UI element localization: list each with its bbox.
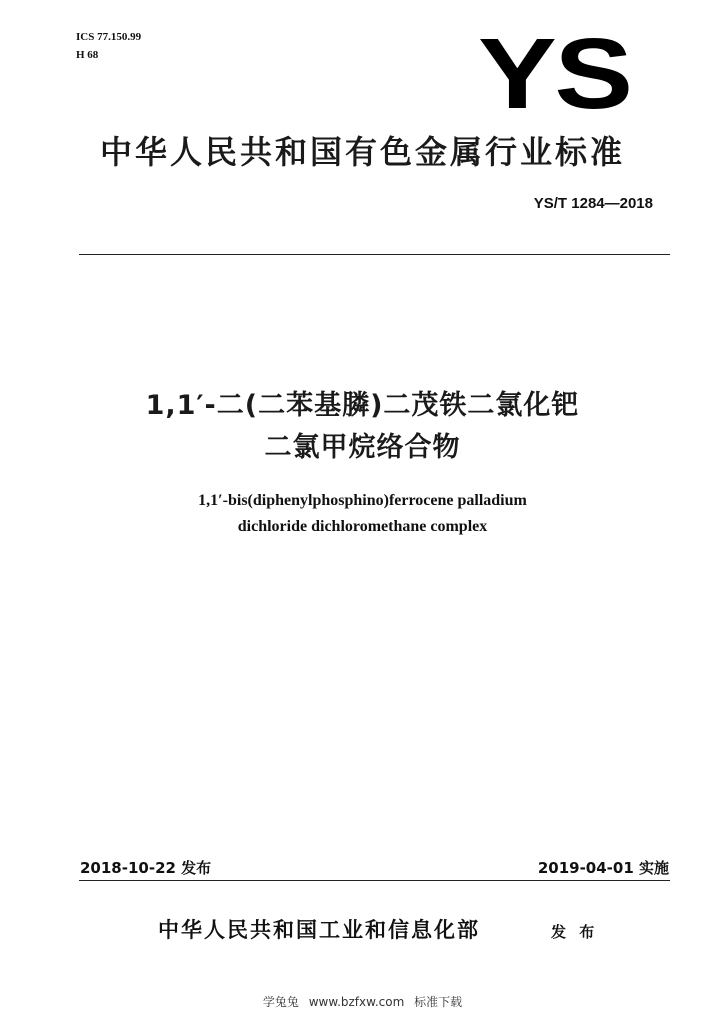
publish-date: 2018-10-22 发布 (80, 859, 212, 877)
document-title-en-line2: dichloride dichloromethane complex (237, 518, 488, 535)
header-divider (79, 254, 670, 255)
issue-label: 发 布 (551, 923, 599, 941)
ccs-code: H 68 (76, 49, 99, 61)
document-title-cn-line1: 1,1′-二(二苯基膦)二茂铁二氯化钯 (145, 390, 580, 421)
issuing-authority: 中华人民共和国工业和信息化部 (158, 918, 480, 942)
document-title-en-line1: 1,1′-bis(diphenylphosphino)ferrocene palladium (198, 492, 527, 509)
download-watermark: 学兔兔 www.bzfxw.com 标准下载 (262, 995, 463, 1009)
implement-date: 2019-04-01 实施 (537, 859, 669, 877)
standard-number: YS/T 1284—2018 (533, 195, 653, 212)
footer-divider (79, 880, 670, 881)
ys-logo: YS (478, 18, 631, 130)
ics-code: ICS 77.150.99 (76, 31, 142, 43)
document-title-cn-line2: 二氯甲烷络合物 (264, 432, 461, 463)
industry-standard-title: 中华人民共和国有色金属行业标准 (99, 133, 625, 171)
